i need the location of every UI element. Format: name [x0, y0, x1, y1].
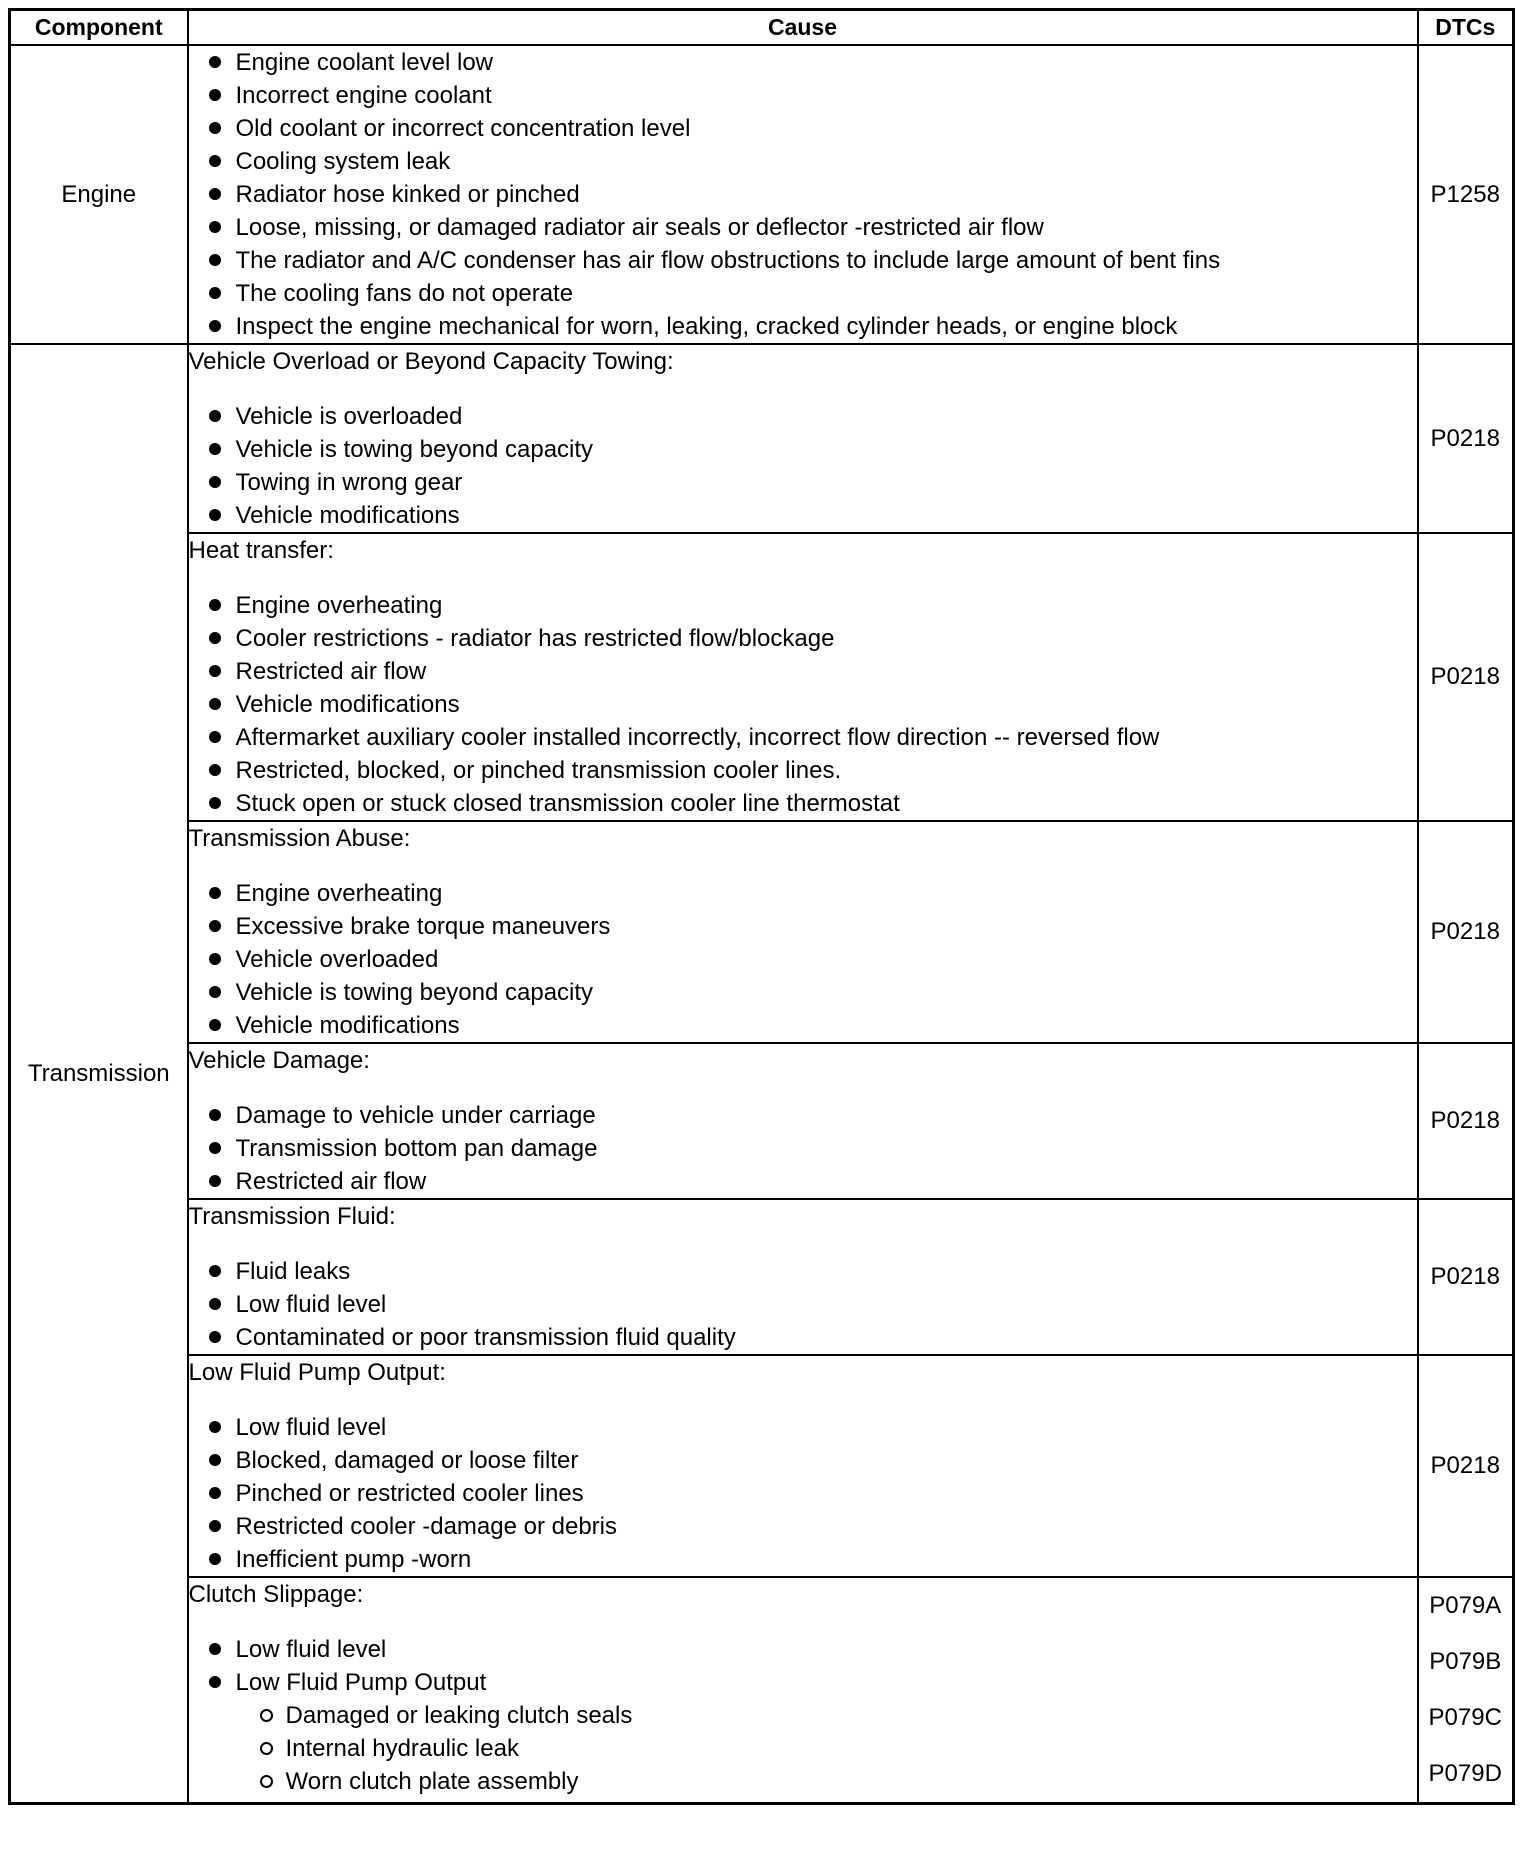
- dtc-code: P079C: [1428, 1704, 1502, 1731]
- table-row-transmission: [10, 1577, 1514, 1804]
- cause-cell-engine: [188, 45, 1418, 344]
- cause-sublist: [189, 1699, 1417, 1798]
- cause-list: [189, 400, 1417, 532]
- cause-list: [189, 1099, 1417, 1198]
- cause-list: [189, 1633, 1417, 1699]
- dtc-code: P079A: [1429, 1592, 1502, 1619]
- cause-heading: Vehicle Overload or Beyond Capacity Towing:: [188, 348, 674, 375]
- cause-item: Engine overheating: [189, 589, 1417, 622]
- cause-list: [189, 589, 1417, 820]
- cause-item: Cooler restrictions - radiator has restricted flow/blockage: [189, 622, 1417, 655]
- diagnostic-table: [8, 8, 1515, 1805]
- cause-item: Radiator hose kinked or pinched: [189, 178, 1417, 211]
- dtc-engine: P1258: [1418, 45, 1514, 344]
- cause-item: Old coolant or incorrect concentration level: [189, 112, 1417, 145]
- cause-subitem: Worn clutch plate assembly: [189, 1765, 1417, 1798]
- cause-subitem: Internal hydraulic leak: [189, 1732, 1417, 1765]
- cause-item: Excessive brake torque maneuvers: [189, 910, 1417, 943]
- cause-cell-fluid: [188, 1199, 1418, 1355]
- cause-item: Vehicle is overloaded: [189, 400, 1417, 433]
- cause-item: The cooling fans do not operate: [189, 277, 1417, 310]
- cause-cell-overload: [188, 344, 1418, 533]
- cause-cell-clutch-slippage: [188, 1577, 1418, 1804]
- cause-item: Pinched or restricted cooler lines: [189, 1477, 1417, 1510]
- cause-item: Low fluid level: [189, 1288, 1417, 1321]
- cause-heading: Low Fluid Pump Output:: [188, 1359, 446, 1386]
- cause-item: Vehicle is towing beyond capacity: [189, 976, 1417, 1009]
- cause-item: Inefficient pump -worn: [189, 1543, 1417, 1576]
- table-row-transmission: [10, 1199, 1514, 1355]
- cause-item: Engine overheating: [189, 877, 1417, 910]
- component-transmission: Transmission: [10, 344, 188, 1804]
- cause-item: Vehicle modifications: [189, 1009, 1417, 1042]
- dtc-damage: P0218: [1418, 1043, 1514, 1199]
- dtc-heat-transfer: P0218: [1418, 533, 1514, 821]
- cause-item: Incorrect engine coolant: [189, 79, 1417, 112]
- cause-item: Restricted air flow: [189, 655, 1417, 688]
- component-engine: Engine: [10, 45, 188, 344]
- cause-heading: Transmission Fluid:: [188, 1203, 396, 1230]
- cause-item: Vehicle modifications: [189, 688, 1417, 721]
- cause-cell-damage: [188, 1043, 1418, 1199]
- cause-item: Cooling system leak: [189, 145, 1417, 178]
- cause-item: The radiator and A/C condenser has air flow obstructions to include large amount of bent fins: [189, 244, 1417, 277]
- table-row-engine: [10, 45, 1514, 344]
- component-header: Component: [10, 10, 188, 46]
- cause-item: Blocked, damaged or loose filter: [189, 1444, 1417, 1477]
- cause-list: [189, 1411, 1417, 1576]
- cause-item: Low fluid level: [189, 1411, 1417, 1444]
- dtc-code: P079B: [1429, 1648, 1502, 1675]
- cause-item: Aftermarket auxiliary cooler installed incorrectly, incorrect flow direction -- reversed flow: [189, 721, 1417, 754]
- cause-subitem: Damaged or leaking clutch seals: [189, 1699, 1417, 1732]
- cause-cell-abuse: [188, 821, 1418, 1043]
- cause-item: Vehicle is towing beyond capacity: [189, 433, 1417, 466]
- cause-item: Inspect the engine mechanical for worn, leaking, cracked cylinder heads, or engine block: [189, 310, 1417, 343]
- table-row-transmission: [10, 344, 1514, 533]
- cause-heading: Clutch Slippage:: [188, 1581, 364, 1608]
- cause-item: Fluid leaks: [189, 1255, 1417, 1288]
- cause-list: [189, 877, 1417, 1042]
- cause-item: Transmission bottom pan damage: [189, 1132, 1417, 1165]
- cause-header: Cause: [188, 10, 1418, 46]
- dtc-code: P079D: [1428, 1760, 1502, 1787]
- cause-heading: Heat transfer:: [188, 537, 334, 564]
- cause-cell-heat-transfer: [188, 533, 1418, 821]
- cause-item: Restricted cooler -damage or debris: [189, 1510, 1417, 1543]
- cause-list: [189, 46, 1417, 343]
- dtc-overload: P0218: [1418, 344, 1514, 533]
- cause-heading: Transmission Abuse:: [188, 825, 411, 852]
- dtc-abuse: P0218: [1418, 821, 1514, 1043]
- cause-list: [189, 1255, 1417, 1354]
- cause-item: Restricted, blocked, or pinched transmission cooler lines.: [189, 754, 1417, 787]
- cause-item: Contaminated or poor transmission fluid quality: [189, 1321, 1417, 1354]
- cause-item: Damage to vehicle under carriage: [189, 1099, 1417, 1132]
- table-row-transmission: [10, 533, 1514, 821]
- cause-heading: Vehicle Damage:: [188, 1047, 370, 1074]
- table-row-transmission: [10, 1355, 1514, 1577]
- cause-item: Loose, missing, or damaged radiator air seals or deflector -restricted air flow: [189, 211, 1417, 244]
- cause-item: Stuck open or stuck closed transmission cooler line thermostat: [189, 787, 1417, 820]
- cause-item: Low Fluid Pump Output: [189, 1666, 1417, 1699]
- cause-cell-pump-output: [188, 1355, 1418, 1577]
- cause-item: Low fluid level: [189, 1633, 1417, 1666]
- cause-item: Vehicle overloaded: [189, 943, 1417, 976]
- dtc-pump-output: P0218: [1418, 1355, 1514, 1577]
- cause-item: Vehicle modifications: [189, 499, 1417, 532]
- table-row-transmission: [10, 1043, 1514, 1199]
- cause-item: Restricted air flow: [189, 1165, 1417, 1198]
- header-row: [10, 10, 1514, 46]
- dtcs-header: DTCs: [1418, 10, 1514, 46]
- dtc-fluid: P0218: [1418, 1199, 1514, 1355]
- dtc-clutch-slippage: [1418, 1577, 1514, 1804]
- cause-item: Engine coolant level low: [189, 46, 1417, 79]
- cause-item: Towing in wrong gear: [189, 466, 1417, 499]
- table-row-transmission: [10, 821, 1514, 1043]
